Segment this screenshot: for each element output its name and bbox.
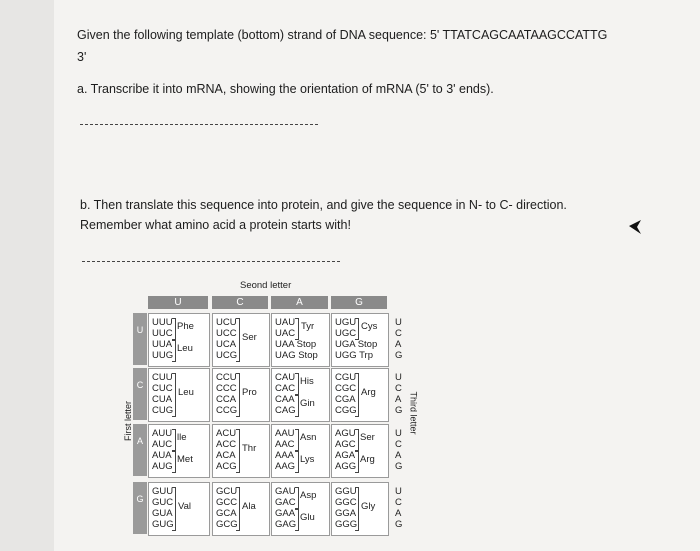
third-letter-label: A — [395, 394, 402, 405]
question-intro-end: 3' — [77, 50, 87, 64]
first-letter-label: C — [136, 380, 144, 390]
codon-bracket — [172, 487, 176, 531]
amino-acid-label: Leu — [177, 343, 193, 354]
first-letter-label: U — [136, 325, 144, 335]
third-letter-label: C — [395, 328, 402, 339]
codon-bracket — [236, 373, 240, 417]
codon-label: AUG — [152, 461, 173, 472]
first-letter-band — [133, 368, 147, 420]
codon-label: GGA — [335, 508, 357, 519]
second-letter-title: Seond letter — [240, 280, 292, 291]
amino-acid-label: His — [300, 376, 314, 387]
third-letter-title: Third letter — [408, 391, 419, 435]
codon-bracket — [355, 487, 359, 531]
codon-label: GCA — [216, 508, 237, 519]
codon-label: GGG — [335, 519, 358, 530]
answer-line-a — [80, 124, 318, 125]
codon-label: CAA — [275, 394, 295, 405]
first-letter-band — [133, 482, 147, 534]
codon-label: UUA — [152, 339, 173, 350]
amino-acid-label: Cys — [361, 321, 378, 332]
question-intro: Given the following template (bottom) strand of DNA sequence: 5' TTATCAGCAATAAGCCATTG — [77, 28, 608, 42]
codon-label: GGC — [335, 497, 357, 508]
codon-label: CCA — [216, 394, 237, 405]
codon-label: UAA Stop — [275, 339, 317, 350]
codon-label: CCC — [216, 383, 237, 394]
amino-acid-label: Ser — [360, 432, 375, 443]
codon-label: CGG — [335, 405, 357, 416]
amino-acid-label: Lys — [300, 454, 315, 465]
codon-bracket — [172, 429, 176, 451]
codon-label: AGG — [335, 461, 357, 472]
codon-label: UAC — [275, 328, 296, 339]
first-letter-title: First letter — [123, 400, 134, 442]
codon-label: CUU — [152, 372, 173, 383]
codon-label: ACG — [216, 461, 237, 472]
codon-bracket — [355, 429, 359, 451]
amino-acid-label: Gin — [300, 398, 315, 409]
codon-label: UAG Stop — [275, 350, 318, 361]
third-letter-label: G — [395, 519, 403, 530]
codon-bracket — [295, 509, 299, 531]
codon-bracket — [295, 395, 299, 417]
amino-acid-label: Asp — [300, 490, 317, 501]
codon-label: CGA — [335, 394, 356, 405]
codon-bracket — [355, 451, 359, 473]
mouse-cursor-icon — [628, 219, 642, 235]
codon-label: CCU — [216, 372, 237, 383]
third-letter-label: G — [395, 350, 403, 361]
codon-label: ACC — [216, 439, 237, 450]
codon-label: AAC — [275, 439, 295, 450]
third-letter-label: C — [395, 383, 402, 394]
codon-label: AAA — [275, 450, 295, 461]
codon-label: UGG Trp — [335, 350, 374, 361]
third-letter-label: A — [395, 508, 402, 519]
second-letter-header: A — [271, 296, 328, 309]
codon-label: GGU — [335, 486, 357, 497]
codon-label: AUC — [152, 439, 173, 450]
codon-bracket — [236, 318, 240, 362]
codon-bracket — [355, 373, 359, 417]
amino-acid-label: Gly — [361, 501, 376, 512]
codon-label: UAU — [275, 317, 296, 328]
codon-label: CGC — [335, 383, 357, 394]
amino-acid-label: Ala — [242, 501, 256, 512]
amino-acid-label: Thr — [242, 443, 257, 454]
codon-label: UGU — [335, 317, 357, 328]
codon-label: GAC — [275, 497, 296, 508]
third-letter-label: U — [395, 428, 402, 439]
codon-label: UCG — [216, 350, 238, 361]
first-letter-label: A — [136, 436, 143, 446]
first-letter-band — [133, 313, 147, 365]
codon-label: CAU — [275, 372, 296, 383]
second-letter-header: G — [331, 296, 387, 309]
amino-acid-label: Glu — [300, 512, 315, 523]
codon-label: AAU — [275, 428, 295, 439]
codon-label: GUC — [152, 497, 174, 508]
codon-label: GAA — [275, 508, 296, 519]
codon-label: AGU — [335, 428, 356, 439]
third-letter-label: U — [395, 317, 402, 328]
codon-label: UUC — [152, 328, 173, 339]
codon-label: UCA — [216, 339, 237, 350]
codon-label: ACU — [216, 428, 237, 439]
codon-label: UCC — [216, 328, 237, 339]
third-letter-label: A — [395, 450, 402, 461]
codon-label: GUG — [152, 519, 174, 530]
codon-label: AUA — [152, 450, 172, 461]
codon-bracket — [295, 318, 299, 340]
third-letter-label: G — [395, 461, 403, 472]
codon-label: AUU — [152, 428, 173, 439]
third-letter-label: U — [395, 372, 402, 383]
codon-bracket — [172, 373, 176, 417]
codon-bracket — [236, 487, 240, 531]
third-letter-label: U — [395, 486, 402, 497]
amino-acid-label: Phe — [177, 321, 194, 332]
codon-label: UCU — [216, 317, 237, 328]
answer-line-b — [82, 261, 340, 262]
question-part-b-line2: Remember what amino acid a protein starts with! — [80, 218, 351, 232]
codon-bracket — [172, 340, 176, 362]
third-letter-label: C — [395, 497, 402, 508]
codon-label: GUU — [152, 486, 174, 497]
codon-label: GAU — [275, 486, 296, 497]
first-letter-label: G — [136, 494, 144, 504]
third-letter-label: G — [395, 405, 403, 416]
codon-label: AGA — [335, 450, 356, 461]
codon-label: CUA — [152, 394, 173, 405]
codon-label: UGC — [335, 328, 357, 339]
question-part-a: a. Transcribe it into mRNA, showing the orientation of mRNA (5' to 3' ends). — [77, 82, 494, 96]
amino-acid-label: Tyr — [301, 321, 315, 332]
amino-acid-label: lle — [177, 432, 187, 443]
codon-label: CAG — [275, 405, 296, 416]
codon-bracket — [172, 451, 176, 473]
codon-bracket — [355, 318, 359, 340]
codon-label: GUA — [152, 508, 173, 519]
codon-bracket — [236, 429, 240, 473]
codon-label: ACA — [216, 450, 236, 461]
codon-bracket — [172, 318, 176, 340]
codon-label: CUC — [152, 383, 173, 394]
third-letter-label: A — [395, 339, 402, 350]
codon-label: AGC — [335, 439, 356, 450]
first-letter-band — [133, 424, 147, 476]
codon-label: CGU — [335, 372, 357, 383]
codon-label: GAG — [275, 519, 297, 530]
codon-label: GCC — [216, 497, 238, 508]
codon-label: GCG — [216, 519, 238, 530]
third-letter-label: C — [395, 439, 402, 450]
amino-acid-label: Ser — [242, 332, 257, 343]
codon-label: CUG — [152, 405, 174, 416]
amino-acid-label: Leu — [178, 387, 194, 398]
codon-label: CAC — [275, 383, 296, 394]
question-part-b-line1: b. Then translate this sequence into protein, and give the sequence in N- to C- direction. — [80, 198, 567, 212]
codon-bracket — [295, 429, 299, 451]
amino-acid-label: Met — [177, 454, 193, 465]
codon-bracket — [295, 373, 299, 395]
second-letter-header: C — [212, 296, 268, 309]
amino-acid-label: Arg — [360, 454, 375, 465]
codon-label: UUG — [152, 350, 174, 361]
codon-label: CCG — [216, 405, 238, 416]
codon-bracket — [295, 487, 299, 509]
codon-label: UGA Stop — [335, 339, 378, 350]
codon-bracket — [295, 451, 299, 473]
amino-acid-label: Arg — [361, 387, 376, 398]
amino-acid-label: Val — [178, 501, 192, 512]
codon-label: AAG — [275, 461, 296, 472]
codon-label: UUU — [152, 317, 173, 328]
second-letter-header: U — [148, 296, 208, 309]
codon-label: GCU — [216, 486, 238, 497]
amino-acid-label: Asn — [300, 432, 317, 443]
amino-acid-label: Pro — [242, 387, 257, 398]
